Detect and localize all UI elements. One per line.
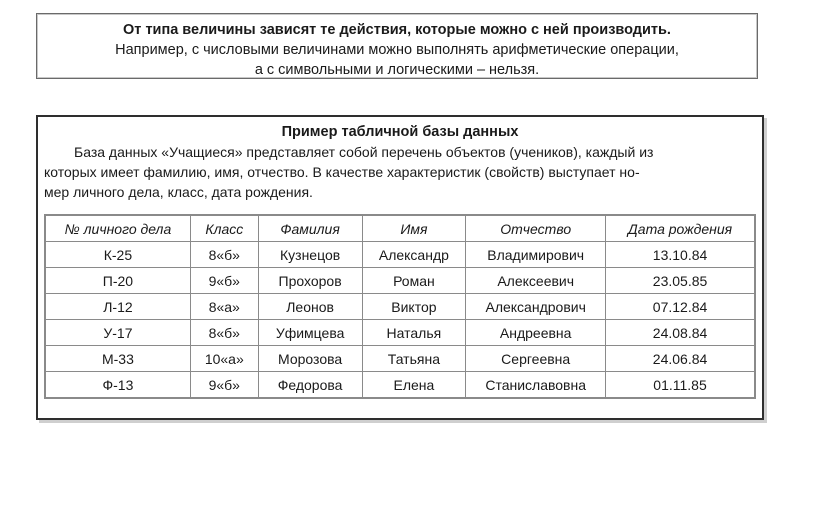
table-cell: Ф-13 <box>45 372 190 399</box>
table-cell: Андреевна <box>466 320 606 346</box>
table-cell: 8«а» <box>190 294 258 320</box>
table-cell: Владимирович <box>466 242 606 268</box>
example-box <box>36 115 764 420</box>
header-cell: Фамилия <box>258 215 362 242</box>
table-cell: 01.11.85 <box>606 372 755 399</box>
notice-heading: От типа величины зависят те действия, которые можно с ней производить. <box>123 22 671 38</box>
table-cell: Федорова <box>258 372 362 399</box>
header-cell: Отчество <box>466 215 606 242</box>
table-cell: Прохоров <box>258 268 362 294</box>
table-cell: У-17 <box>45 320 190 346</box>
table-row <box>45 294 755 320</box>
table-cell: 07.12.84 <box>606 294 755 320</box>
table-cell: 13.10.84 <box>606 242 755 268</box>
table-cell: Александр <box>362 242 466 268</box>
table-cell: 24.06.84 <box>606 346 755 372</box>
table-cell: П-20 <box>45 268 190 294</box>
table-cell: Елена <box>362 372 466 399</box>
table-cell: 23.05.85 <box>606 268 755 294</box>
header-cell: Класс <box>190 215 258 242</box>
header-cell: № личного дела <box>45 215 190 242</box>
example-description <box>38 142 762 202</box>
table-row <box>45 268 755 294</box>
table-cell: Станиславовна <box>466 372 606 399</box>
table-cell: Татьяна <box>362 346 466 372</box>
example-title: Пример табличной базы данных <box>281 124 519 140</box>
table-cell: Л-12 <box>45 294 190 320</box>
table-cell: 9«б» <box>190 372 258 399</box>
table-cell: Роман <box>362 268 466 294</box>
header-cell: Имя <box>362 215 466 242</box>
table-row <box>45 346 755 372</box>
notice-line-3: а с символьными и логическими – нельзя. <box>254 62 540 78</box>
header-cell: Дата рождения <box>606 215 755 242</box>
table-cell: Кузнецов <box>258 242 362 268</box>
table-row <box>45 320 755 346</box>
table-row <box>45 372 755 399</box>
students-table <box>44 214 756 399</box>
table-row <box>45 242 755 268</box>
notice-box <box>36 13 758 79</box>
table-cell: Алексеевич <box>466 268 606 294</box>
table-cell: Уфимцева <box>258 320 362 346</box>
table-cell: Александрович <box>466 294 606 320</box>
table-cell: 10«а» <box>190 346 258 372</box>
table-cell: 8«б» <box>190 242 258 268</box>
table-cell: Сергеевна <box>466 346 606 372</box>
table-cell: М-33 <box>45 346 190 372</box>
table-cell: К-25 <box>45 242 190 268</box>
table-cell: 24.08.84 <box>606 320 755 346</box>
table-cell: Наталья <box>362 320 466 346</box>
description-line-1: База данных «Учащиеся» представляет собой перечень объектов (учеников), каждый из <box>74 144 654 160</box>
description-line-2: которых имеет фамилию, имя, отчество. В качестве характеристик (свойств) выступает но- <box>44 164 640 180</box>
table-cell: 8«б» <box>190 320 258 346</box>
table-cell: 9«б» <box>190 268 258 294</box>
table-cell: Морозова <box>258 346 362 372</box>
description-line-3: мер личного дела, класс, дата рождения. <box>44 184 313 200</box>
table-header-row <box>45 215 755 242</box>
table-cell: Виктор <box>362 294 466 320</box>
notice-line-2: Например, с числовыми величинами можно выполнять арифметические операции, <box>115 42 679 58</box>
table-cell: Леонов <box>258 294 362 320</box>
